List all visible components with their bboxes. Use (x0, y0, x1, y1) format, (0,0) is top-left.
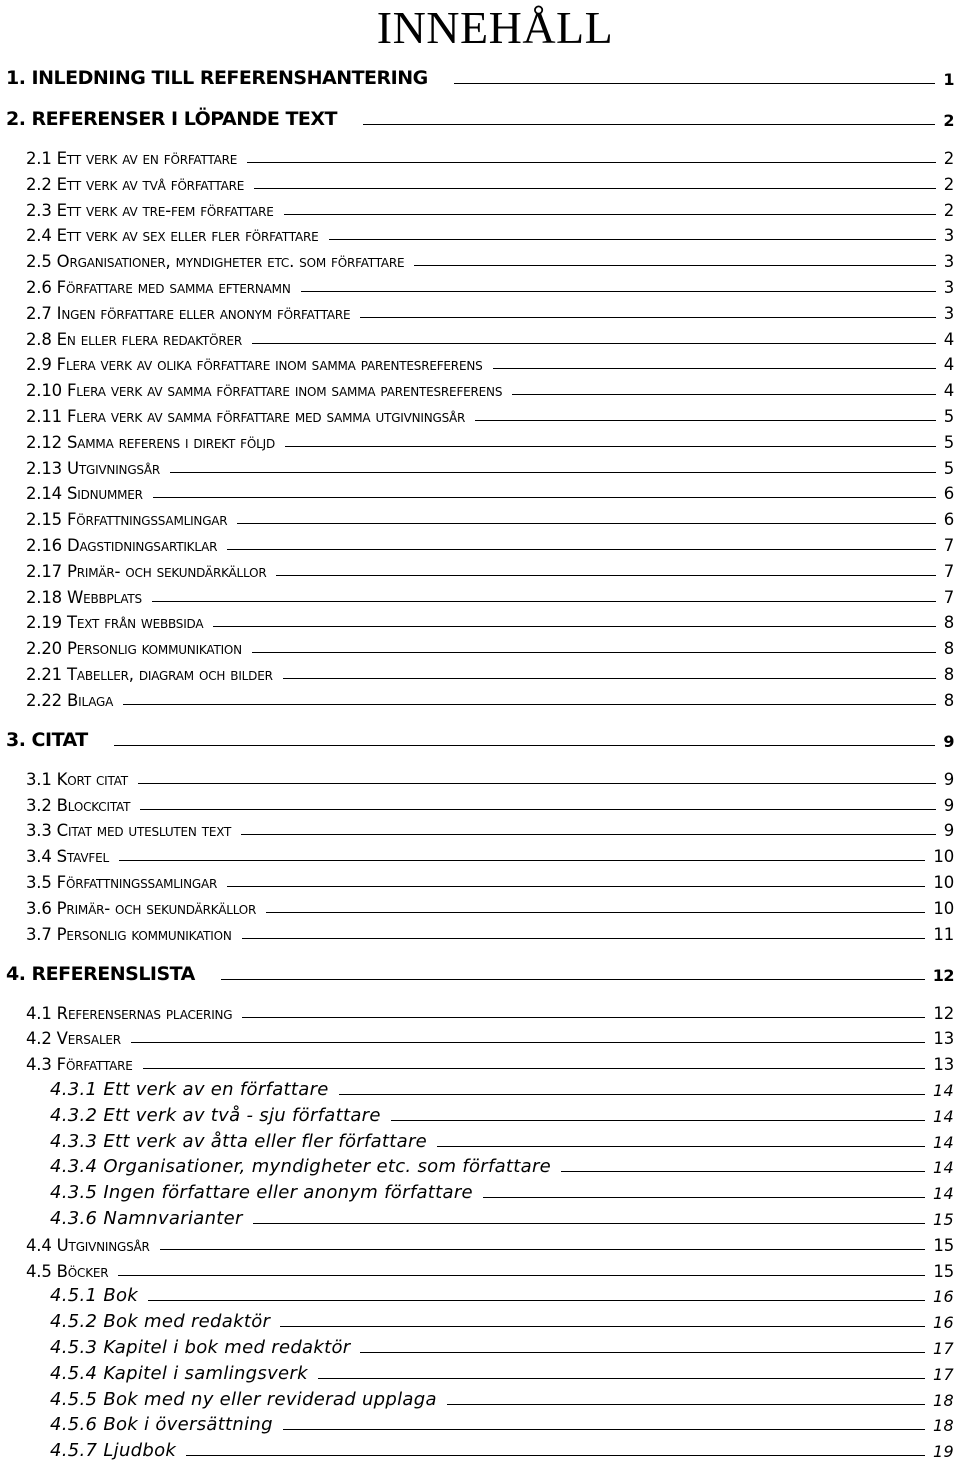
toc-leader-line (414, 265, 935, 266)
toc-entry-title: 2.5 Organisationer, myndigheter etc. som författare (26, 252, 405, 271)
toc-leader-line (363, 124, 935, 125)
toc-leader-line (227, 886, 925, 887)
toc-page-number: 1 (943, 70, 954, 89)
toc-entry[interactable] (6, 959, 954, 985)
toc-leader-line (318, 1378, 925, 1379)
toc-entry-title: 4.3.4 Organisationer, myndigheter etc. som författare (50, 1156, 552, 1177)
toc-entry-title: 2.18 Webbplats (26, 588, 142, 607)
toc-entry-title: 4.2 Versaler (26, 1029, 121, 1048)
toc-page-number: 6 (943, 510, 954, 529)
toc-entry[interactable] (26, 997, 954, 1023)
toc-entry[interactable] (26, 892, 954, 918)
toc-leader-line (148, 1300, 925, 1301)
toc-page-number: 8 (943, 639, 954, 658)
toc-page-number: 12 (933, 1004, 954, 1023)
toc-page-number: 7 (943, 562, 954, 581)
toc-entry[interactable] (26, 400, 954, 426)
toc-entry-title: 4. REFERENSLISTA (6, 963, 195, 985)
toc-page-number: 4 (943, 381, 954, 400)
toc-entry[interactable] (26, 1022, 954, 1048)
toc-entry-title: 4.3.2 Ett verk av två - sju författare (50, 1105, 381, 1126)
toc-page-number: 14 (933, 1133, 954, 1152)
toc-leader-line (170, 472, 936, 473)
toc-page-number: 10 (933, 873, 954, 892)
toc-page-number: 3 (943, 226, 954, 245)
toc-leader-line (123, 704, 936, 705)
toc-page-number: 3 (943, 278, 954, 297)
toc-entry-title: 1. INLEDNING TILL REFERENSHANTERING (6, 67, 428, 89)
toc-entry-title: 3.5 Författningssamlingar (26, 873, 218, 892)
toc-leader-line (391, 1120, 925, 1121)
toc-entry[interactable] (50, 1435, 954, 1461)
toc-entry[interactable] (26, 763, 954, 789)
toc-entry-title: 2.15 Författningssamlingar (26, 510, 228, 529)
toc-page-number: 4 (943, 330, 954, 349)
toc-entry[interactable] (50, 1384, 954, 1410)
toc-entry-title: 4.5.2 Bok med redaktör (50, 1311, 271, 1332)
toc-entry[interactable] (26, 606, 954, 632)
toc-leader-line (153, 497, 936, 498)
toc-leader-line (138, 783, 936, 784)
toc-entry-title: 2.10 Flera verk av samma författare inom samma parentesreferens (26, 381, 503, 400)
toc-page-number: 2 (943, 111, 954, 130)
toc-leader-line (266, 912, 925, 913)
toc-entry[interactable] (50, 1280, 954, 1306)
toc-leader-line (186, 1455, 925, 1456)
toc-entry-title: 2. REFERENSER I LÖPANDE TEXT (6, 108, 338, 130)
toc-entry[interactable] (26, 658, 954, 684)
toc-leader-line (280, 1326, 925, 1327)
toc-entry[interactable] (26, 1229, 954, 1255)
toc-entry[interactable] (50, 1177, 954, 1203)
toc-entry-title: 2.12 Samma referens i direkt följd (26, 433, 275, 452)
toc-page-number: 5 (943, 459, 954, 478)
toc-leader-line (329, 239, 936, 240)
toc-entry-title: 2.2 Ett verk av två författare (26, 175, 245, 194)
toc-leader-line (140, 809, 935, 810)
toc-leader-line (454, 83, 936, 84)
toc-page-number: 14 (933, 1184, 954, 1203)
toc-leader-line (119, 860, 925, 861)
toc-entry-title: 4.3.1 Ett verk av en författare (50, 1079, 329, 1100)
toc-entry[interactable] (26, 866, 954, 892)
toc-page-number: 14 (933, 1081, 954, 1100)
toc-page-number: 11 (933, 925, 954, 944)
toc-page-number: 13 (933, 1029, 954, 1048)
toc-entry-title: 2.6 Författare med samma efternamn (26, 278, 291, 297)
toc-page-number: 8 (943, 613, 954, 632)
toc-page-number: 9 (943, 770, 954, 789)
toc-entry[interactable] (26, 219, 954, 245)
toc-leader-line (483, 1197, 925, 1198)
toc-entry-title: 4.5.1 Bok (50, 1285, 139, 1306)
toc-page-number: 15 (933, 1236, 954, 1255)
toc-leader-line (283, 678, 936, 679)
toc-page-number: 3 (943, 252, 954, 271)
toc-entry[interactable] (26, 632, 954, 658)
toc-entry-title: 4.5.4 Kapitel i samlingsverk (50, 1363, 308, 1384)
toc-leader-line (131, 1042, 925, 1043)
toc-entry[interactable] (26, 297, 954, 323)
toc-entry[interactable] (26, 529, 954, 555)
toc-page-number: 14 (933, 1107, 954, 1126)
toc-page-number: 18 (933, 1416, 954, 1435)
toc-leader-line (283, 1429, 925, 1430)
toc-entry-title: 4.4 Utgivningsår (26, 1236, 150, 1255)
page-title: INNEHÅLL (376, 2, 614, 53)
toc-page-number: 9 (943, 732, 954, 751)
toc-entry[interactable] (50, 1306, 954, 1332)
toc-entry-title: 2.4 Ett verk av sex eller fler författare (26, 226, 319, 245)
toc-page-number: 8 (943, 665, 954, 684)
toc-leader-line (475, 420, 935, 421)
toc-entry[interactable] (26, 194, 954, 220)
toc-entry-title: 4.3.5 Ingen författare eller anonym författare (50, 1182, 473, 1203)
toc-entry-title: 4.5.6 Bok i översättning (50, 1414, 273, 1435)
toc-entry[interactable] (26, 789, 954, 815)
toc-leader-line (114, 745, 936, 746)
toc-entry-title: 2.19 Text från webbsida (26, 613, 204, 632)
toc-page-number: 16 (933, 1313, 954, 1332)
toc-leader-line (252, 343, 936, 344)
toc-page-number: 6 (943, 484, 954, 503)
toc-leader-line (301, 291, 936, 292)
toc-page-number: 5 (943, 433, 954, 452)
toc-entry-title: 2.1 Ett verk av en författare (26, 149, 238, 168)
toc-entry-title: 4.3 Författare (26, 1055, 133, 1074)
toc-page-number: 2 (943, 175, 954, 194)
toc-entry[interactable] (26, 684, 954, 710)
toc-entry-title: 4.1 Referensernas placering (26, 1004, 233, 1023)
toc-entry-title: 2.20 Personlig kommunikation (26, 639, 242, 658)
toc-entry[interactable] (50, 1358, 954, 1384)
toc-entry[interactable] (50, 1151, 954, 1177)
toc-leader-line (118, 1275, 925, 1276)
toc-leader-line (227, 549, 935, 550)
toc-leader-line (493, 368, 936, 369)
toc-entry[interactable] (26, 503, 954, 529)
toc-entry-title: 4.5.7 Ljudbok (50, 1440, 177, 1461)
toc-entry-title: 4.5.5 Bok med ny eller reviderad upplaga (50, 1389, 437, 1410)
toc-leader-line (447, 1404, 925, 1405)
toc-page-number: 17 (933, 1365, 954, 1384)
toc-page-number: 7 (943, 588, 954, 607)
toc-leader-line (254, 188, 936, 189)
toc-entry-title: 4.3.3 Ett verk av åtta eller fler författare (50, 1131, 428, 1152)
toc-entry[interactable] (26, 1255, 954, 1281)
toc-entry[interactable] (26, 374, 954, 400)
toc-entry[interactable] (26, 245, 954, 271)
toc-entry-title: 2.16 Dagstidningsartiklar (26, 536, 218, 555)
toc-entry[interactable] (6, 104, 954, 130)
toc-entry-title: 3. CITAT (6, 729, 88, 751)
toc-leader-line (276, 575, 935, 576)
toc-entry-title: 3.2 Blockcitat (26, 796, 131, 815)
toc-leader-line (143, 1068, 926, 1069)
toc-entry-title: 2.3 Ett verk av tre-fem författare (26, 201, 274, 220)
toc-entry[interactable] (50, 1100, 954, 1126)
toc-leader-line (512, 394, 935, 395)
toc-entry[interactable] (26, 271, 954, 297)
toc-entry-title: 4.5 Böcker (26, 1262, 109, 1281)
toc-page-number: 14 (933, 1158, 954, 1177)
toc-leader-line (561, 1171, 925, 1172)
toc-entry-title: 2.7 Ingen författare eller anonym författare (26, 304, 351, 323)
toc-leader-line (360, 317, 935, 318)
toc-page-number: 15 (933, 1262, 954, 1281)
toc-entry-title: 4.3.6 Namnvarianter (50, 1208, 243, 1229)
toc-entry-title: 2.11 Flera verk av samma författare med samma utgivningsår (26, 407, 466, 426)
toc-leader-line (437, 1146, 925, 1147)
toc-entry-title: 2.21 Tabeller, diagram och bilder (26, 665, 273, 684)
toc-page-number: 5 (943, 407, 954, 426)
toc-leader-line (241, 834, 936, 835)
toc-entry-title: 2.13 Utgivningsår (26, 459, 160, 478)
toc-page-number: 3 (943, 304, 954, 323)
toc-entry[interactable] (26, 555, 954, 581)
toc-page-number: 18 (933, 1391, 954, 1410)
toc-entry[interactable] (26, 452, 954, 478)
toc-entry-title: 2.14 Sidnummer (26, 484, 143, 503)
toc-page-number: 19 (933, 1442, 954, 1461)
toc-entry-title: 2.9 Flera verk av olika författare inom samma parentesreferens (26, 355, 483, 374)
toc-leader-line (247, 162, 936, 163)
toc-entry[interactable] (26, 142, 954, 168)
toc-entry[interactable] (26, 918, 954, 944)
toc-page-number: 2 (943, 201, 954, 220)
toc-entry[interactable] (26, 1048, 954, 1074)
toc-page-number: 10 (933, 899, 954, 918)
toc-leader-line (242, 1017, 925, 1018)
toc-page-number: 2 (943, 149, 954, 168)
toc-page-number: 7 (943, 536, 954, 555)
toc-entry[interactable] (26, 814, 954, 840)
toc-page-number: 9 (943, 821, 954, 840)
toc-page-number: 12 (932, 966, 954, 985)
toc-entry[interactable] (26, 348, 954, 374)
toc-leader-line (253, 1223, 925, 1224)
toc-entry[interactable] (50, 1332, 954, 1358)
toc-page-number: 15 (933, 1210, 954, 1229)
toc-leader-line (360, 1352, 925, 1353)
toc-entry[interactable] (50, 1203, 954, 1229)
toc-leader-line (339, 1094, 925, 1095)
toc-page-number: 17 (933, 1339, 954, 1358)
toc-entry-title: 2.8 En eller flera redaktörer (26, 330, 243, 349)
toc-leader-line (252, 652, 936, 653)
toc-leader-line (284, 214, 936, 215)
toc-entry-title: 3.4 Stavfel (26, 847, 109, 866)
toc-leader-line (285, 446, 936, 447)
toc-entry-title: 3.7 Personlig kommunikation (26, 925, 232, 944)
toc-page-number: 10 (933, 847, 954, 866)
toc-entry[interactable] (26, 477, 954, 503)
toc-entry[interactable] (50, 1409, 954, 1435)
toc-entry[interactable] (50, 1074, 954, 1100)
toc-entry[interactable] (26, 426, 954, 452)
toc-page-number: 16 (933, 1287, 954, 1306)
toc-leader-line (242, 938, 926, 939)
toc-entry-title: 3.1 Kort citat (26, 770, 128, 789)
toc-leader-line (152, 601, 936, 602)
toc-page-number: 4 (943, 355, 954, 374)
toc-entry[interactable] (26, 581, 954, 607)
toc-leader-line (221, 979, 925, 980)
toc-entry-title: 3.6 Primär- och sekundärkällor (26, 899, 257, 918)
toc-leader-line (237, 523, 935, 524)
toc-entry[interactable] (26, 168, 954, 194)
toc-page-number: 9 (943, 796, 954, 815)
toc-entry-title: 3.3 Citat med utesluten text (26, 821, 232, 840)
toc-entry-title: 2.22 Bilaga (26, 691, 114, 710)
toc-entry[interactable] (26, 323, 954, 349)
toc-entry[interactable] (50, 1126, 954, 1152)
toc-entry-title: 2.17 Primär- och sekundärkällor (26, 562, 267, 581)
toc-leader-line (160, 1249, 926, 1250)
toc-page-number: 8 (943, 691, 954, 710)
toc-leader-line (213, 626, 935, 627)
toc-entry[interactable] (6, 63, 954, 89)
toc-page-number: 13 (933, 1055, 954, 1074)
toc-entry[interactable] (26, 840, 954, 866)
toc-entry[interactable] (6, 725, 954, 751)
toc-entry-title: 4.5.3 Kapitel i bok med redaktör (50, 1337, 351, 1358)
